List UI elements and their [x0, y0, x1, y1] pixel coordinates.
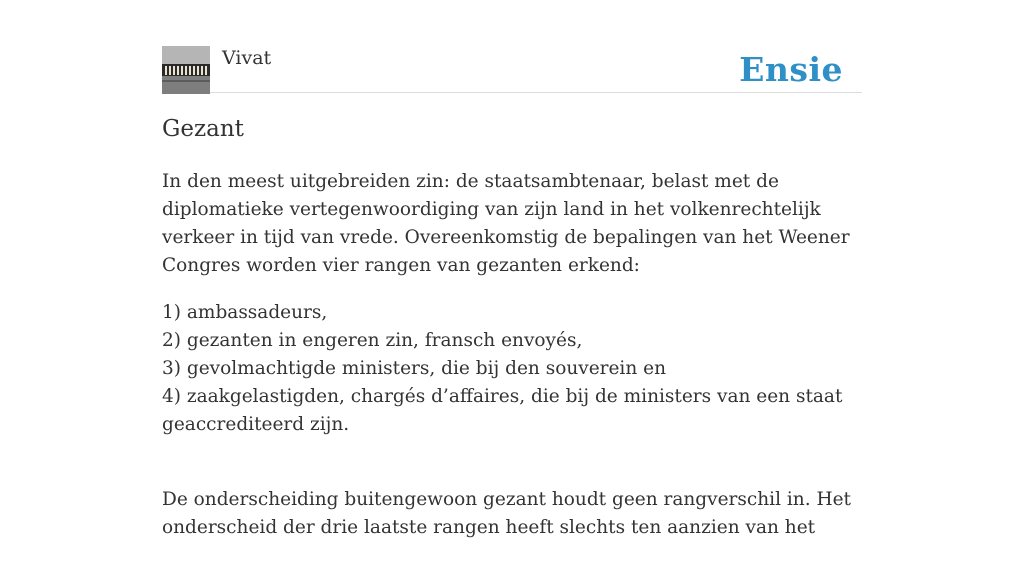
article-body: [162, 168, 862, 561]
avatar-image: [162, 46, 210, 94]
list-item: 3) gevolmachtigde ministers, die bij den souverein en: [162, 358, 667, 379]
author-avatar[interactable]: [162, 46, 210, 94]
blank-line: [162, 439, 862, 467]
site-logo[interactable]: Ensie: [739, 50, 843, 89]
list-item: 4) zaakgelastigden, chargés d’affaires, die bij de ministers van een staat geaccrediteerd zijn.: [162, 386, 843, 435]
list-item: 1) ambassadeurs,: [162, 302, 328, 323]
list-item: 2) gezanten in engeren zin, fransch envoyés,: [162, 330, 583, 351]
intro-paragraph: In den meest uitgebreiden zin: de staatsambtenaar, belast met de diplomatieke vertegenwoordiging van zijn land in het volkenrechtelijk verkeer in tijd van vrede. Overeenkomstig de bepalingen van het Weener Congres worden vier rangen van gezanten erkend:: [162, 171, 850, 276]
second-paragraph: De onderscheiding buitengewoon gezant houdt geen rangverschil in. Het onderscheid der drie laatste rangen heeft slechts ten aanzien van het: [162, 489, 851, 538]
header: [162, 46, 862, 93]
author-name[interactable]: Vivat: [222, 47, 272, 69]
article-title: Gezant: [162, 116, 244, 142]
ranks-list: [162, 299, 862, 467]
